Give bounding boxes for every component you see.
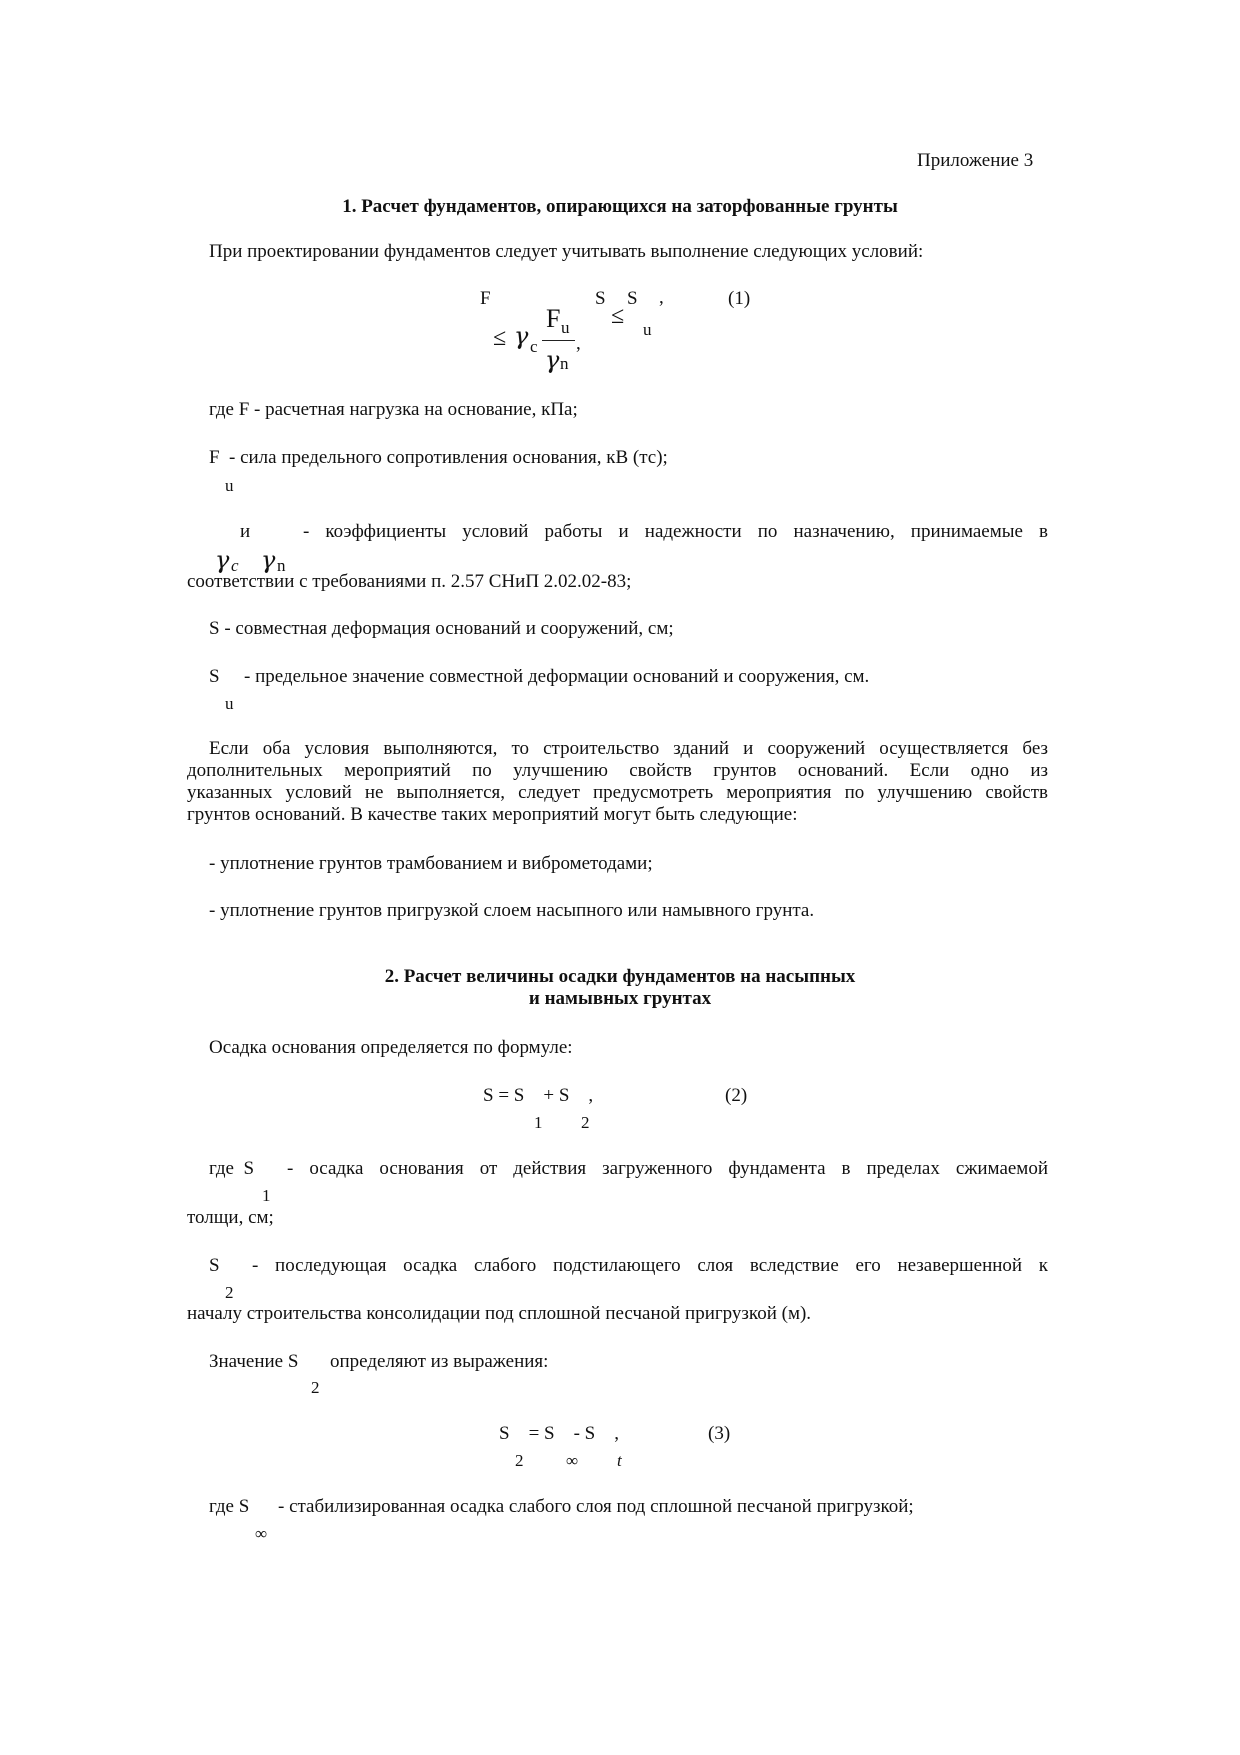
definition-gamma-text: - коэффициенты условий работы и надежности по назначению, принимаемые в bbox=[303, 521, 1048, 542]
paragraph-line: грунтов оснований. В качестве таких мероприятий могут быть следующие: bbox=[187, 804, 798, 825]
gamma-n-symbol: γ bbox=[545, 346, 560, 374]
formula-3-subscript-t: t bbox=[617, 1451, 622, 1470]
section-1-intro: При проектировании фундаментов следует учитывать выполнение следующих условий: bbox=[209, 241, 924, 262]
fraction-numerator-subscript: u bbox=[561, 318, 570, 337]
formula-3-subscript-1: 2 bbox=[515, 1451, 524, 1470]
definition-Su-symbol: S bbox=[209, 666, 220, 687]
leq-symbol: ≤ bbox=[493, 325, 507, 351]
definition-S2-symbol: S bbox=[209, 1255, 220, 1276]
section-2-title-line2: и намывных грунтах bbox=[528, 988, 712, 1009]
gamma-n-symbol: γ bbox=[261, 546, 276, 574]
formula-3-subscript-infinity: ∞ bbox=[566, 1451, 579, 1470]
formula-3-number: (3) bbox=[708, 1423, 731, 1444]
definition-Sinf-start: где S bbox=[209, 1496, 250, 1517]
definition-S2-text: - последующая осадка слабого подстилающего слоя вследствие его незавершенной к bbox=[252, 1255, 1048, 1276]
formula-1-S: S bbox=[595, 288, 606, 309]
definition-S1-start: где S bbox=[209, 1158, 255, 1179]
definition-Fu-symbol: F bbox=[209, 447, 220, 468]
definition-Sinf-subscript: ∞ bbox=[255, 1524, 268, 1543]
definition-S: S - совместная деформация оснований и сооружений, см; bbox=[209, 618, 674, 639]
definition-Fu-text: - сила предельного сопротивления основания, кВ (тс); bbox=[229, 447, 668, 468]
fraction-comma: , bbox=[576, 333, 581, 354]
leq-symbol: ≤ bbox=[611, 303, 625, 329]
formula-1-comma: , bbox=[659, 287, 664, 308]
formula-1-u-subscript: u bbox=[643, 320, 652, 339]
formula-1-Su: S bbox=[627, 288, 638, 309]
definition-S2-continuation: началу строительства консолидации под сплошной песчаной пригрузкой (м). bbox=[187, 1303, 812, 1324]
definition-S1-continuation: толщи, см; bbox=[187, 1207, 274, 1228]
formula-1-number: (1) bbox=[728, 288, 751, 309]
formula-2-subscript-1: 1 bbox=[534, 1113, 543, 1132]
section-2-title-line1: 2. Расчет величины осадки фундаментов на насыпных bbox=[384, 966, 856, 987]
conditions-paragraph bbox=[187, 738, 1048, 826]
definition-Sinf-text: - стабилизированная осадка слабого слоя под сплошной песчаной пригрузкой; bbox=[278, 1496, 914, 1517]
formula-2-expression: S = S + S , bbox=[483, 1085, 594, 1106]
definition-Su-subscript: u bbox=[225, 694, 234, 713]
definition-gamma-continuation: соответствии с требованиями п. 2.57 СНиП 2.02.02-83; bbox=[187, 571, 632, 592]
definition-S1-text: - осадка основания от действия загруженного фундамента в пределах сжимаемой bbox=[287, 1158, 1048, 1179]
section-2-intro: Осадка основания определяется по формуле: bbox=[209, 1037, 573, 1058]
formula-1-F: F bbox=[480, 288, 491, 309]
gamma-c-subscript: c bbox=[231, 556, 239, 575]
value-S2-subscript: 2 bbox=[311, 1378, 320, 1397]
gamma-c-symbol: γ bbox=[215, 546, 230, 574]
gamma-c-subscript: c bbox=[530, 337, 538, 356]
definition-S1-subscript: 1 bbox=[262, 1186, 271, 1205]
value-S2-text: определяют из выражения: bbox=[330, 1351, 549, 1372]
gamma-n-subscript: n bbox=[560, 354, 569, 373]
section-1-title: 1. Расчет фундаментов, опирающихся на заторфованные грунты bbox=[342, 196, 898, 217]
gamma-c-symbol: γ bbox=[514, 322, 529, 350]
formula-2-number: (2) bbox=[725, 1085, 748, 1106]
paragraph-line: указанных условий не выполняется, следует предусмотреть мероприятия по улучшению свойств bbox=[187, 782, 1048, 803]
definition-Su-text: - предельное значение совместной деформации оснований и сооружения, см. bbox=[244, 666, 870, 687]
formula-2-subscript-2: 2 bbox=[581, 1113, 590, 1132]
appendix-label: Приложение 3 bbox=[917, 150, 1034, 171]
definition-Fu-subscript: u bbox=[225, 476, 234, 495]
fraction-bar bbox=[542, 340, 575, 341]
definition-gamma-and: и bbox=[240, 521, 251, 542]
paragraph-line: дополнительных мероприятий по улучшению свойств грунтов оснований. Если одно из bbox=[187, 760, 1048, 781]
formula-3-expression: S = S - S , bbox=[499, 1423, 619, 1444]
definition-F: где F - расчетная нагрузка на основание, кПа; bbox=[209, 399, 578, 420]
bullet-compaction-preload: - уплотнение грунтов пригрузкой слоем насыпного или намывного грунта. bbox=[209, 900, 815, 921]
bullet-compaction-tamping: - уплотнение грунтов трамбованием и виброметодами; bbox=[209, 853, 653, 874]
definition-S2-subscript: 2 bbox=[225, 1283, 234, 1302]
gamma-n-subscript: n bbox=[277, 556, 286, 575]
value-S2-start: Значение S bbox=[209, 1351, 299, 1372]
paragraph-line: Если оба условия выполняются, то строительство зданий и сооружений осуществляется без bbox=[209, 738, 1048, 759]
fraction-numerator-F: F bbox=[546, 304, 561, 333]
